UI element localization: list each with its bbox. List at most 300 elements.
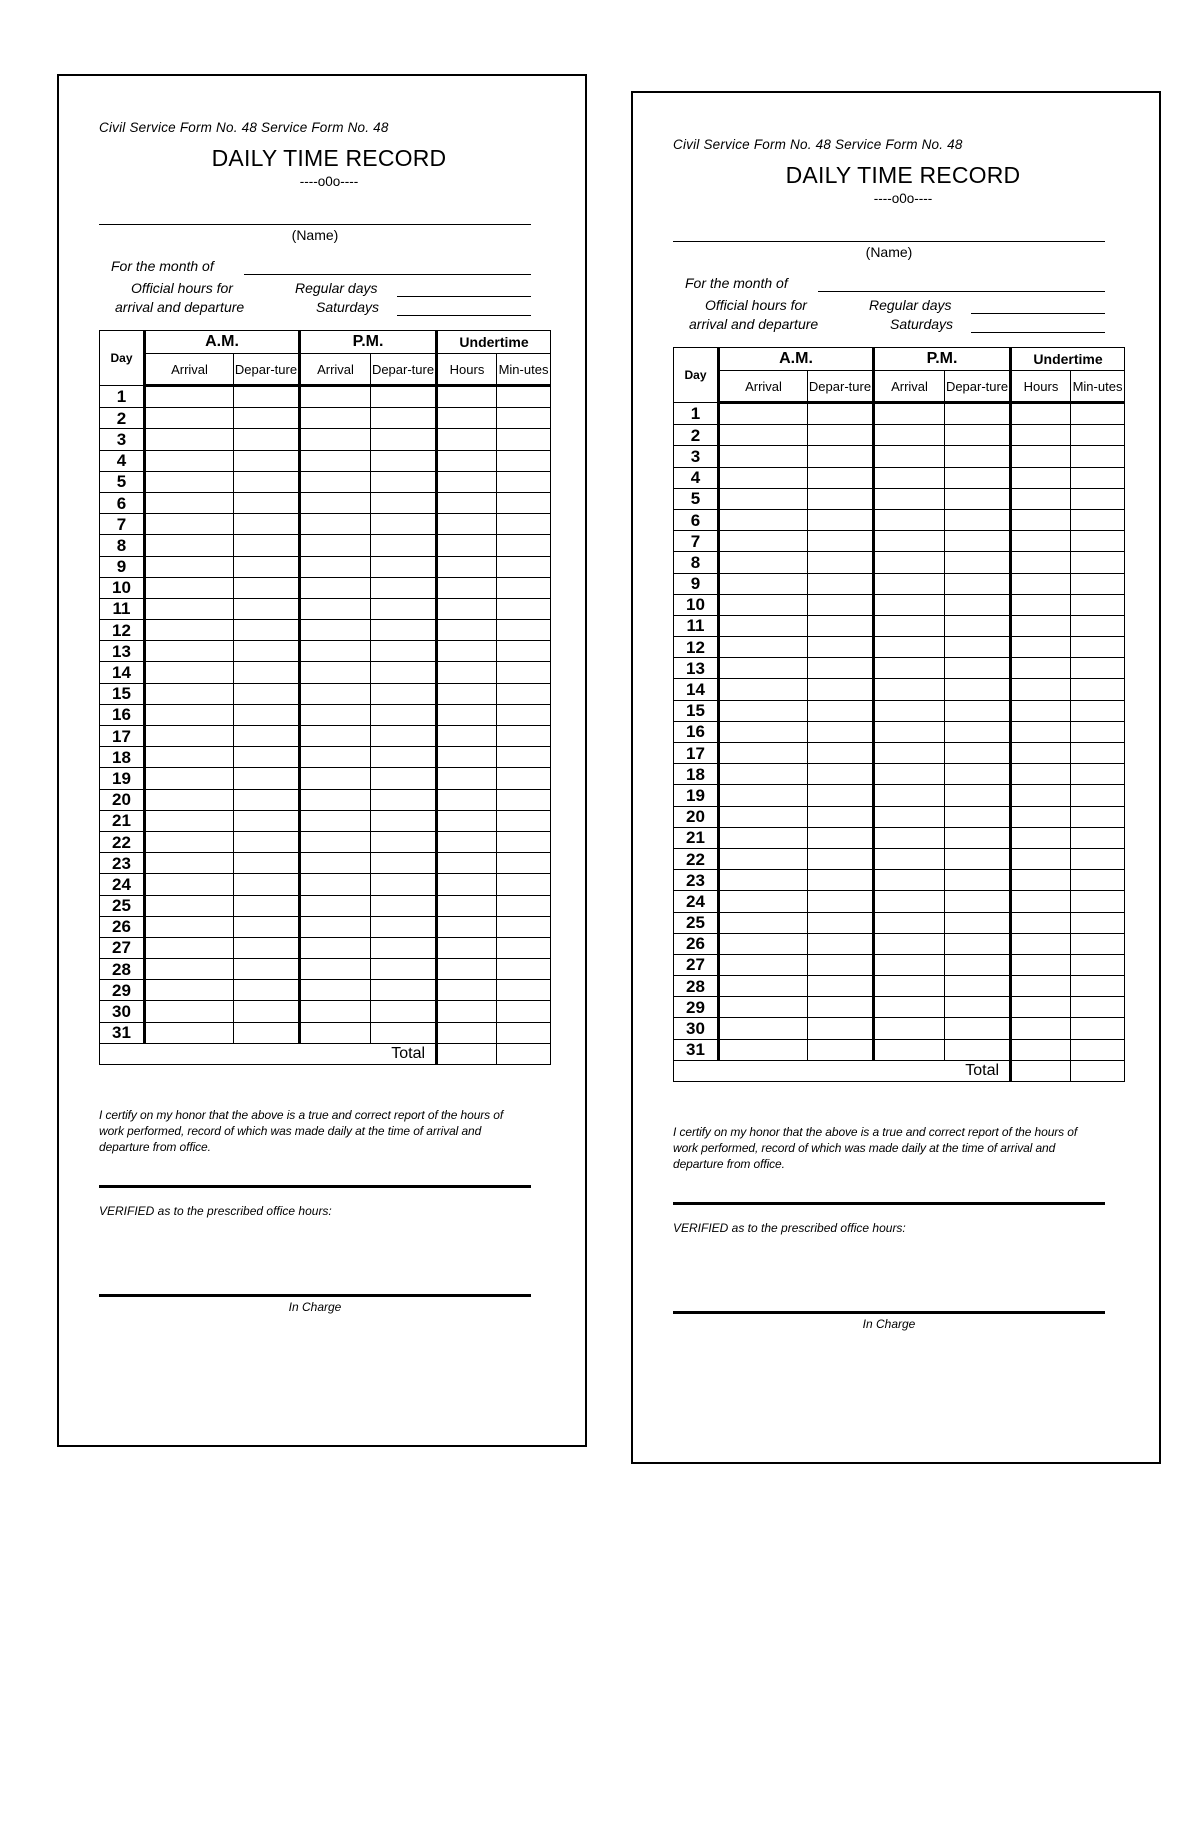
in-charge-signature-line[interactable] [99, 1294, 531, 1297]
undertime-minutes-cell[interactable] [1071, 933, 1125, 954]
am-departure-cell[interactable] [234, 492, 300, 513]
undertime-hours-cell[interactable] [437, 1001, 497, 1022]
undertime-hours-cell[interactable] [1011, 954, 1071, 975]
undertime-minutes-cell[interactable] [497, 789, 551, 810]
pm-arrival-cell[interactable] [300, 386, 371, 408]
undertime-hours-cell[interactable] [437, 853, 497, 874]
undertime-minutes-cell[interactable] [1071, 721, 1125, 742]
undertime-minutes-cell[interactable] [1071, 467, 1125, 488]
am-departure-cell[interactable] [234, 726, 300, 747]
am-departure-cell[interactable] [234, 853, 300, 874]
am-departure-cell[interactable] [808, 891, 874, 912]
am-departure-cell[interactable] [808, 743, 874, 764]
pm-departure-cell[interactable] [371, 980, 437, 1001]
undertime-minutes-cell[interactable] [497, 980, 551, 1001]
am-departure-cell[interactable] [808, 467, 874, 488]
pm-departure-cell[interactable] [371, 450, 437, 471]
undertime-hours-cell[interactable] [1011, 891, 1071, 912]
am-departure-cell[interactable] [808, 954, 874, 975]
undertime-hours-cell[interactable] [437, 831, 497, 852]
undertime-hours-cell[interactable] [437, 726, 497, 747]
pm-departure-cell[interactable] [945, 912, 1011, 933]
am-arrival-cell[interactable] [719, 785, 808, 806]
pm-departure-cell[interactable] [945, 933, 1011, 954]
am-arrival-cell[interactable] [145, 429, 234, 450]
am-departure-cell[interactable] [808, 785, 874, 806]
am-departure-cell[interactable] [808, 721, 874, 742]
total-minutes-cell[interactable] [497, 1043, 551, 1064]
undertime-minutes-cell[interactable] [497, 874, 551, 895]
am-arrival-cell[interactable] [719, 954, 808, 975]
pm-departure-cell[interactable] [945, 891, 1011, 912]
undertime-minutes-cell[interactable] [497, 386, 551, 408]
pm-arrival-cell[interactable] [874, 743, 945, 764]
pm-arrival-cell[interactable] [300, 874, 371, 895]
pm-arrival-cell[interactable] [300, 916, 371, 937]
undertime-hours-cell[interactable] [1011, 637, 1071, 658]
regular-days-field[interactable] [397, 296, 531, 297]
am-arrival-cell[interactable] [145, 937, 234, 958]
am-departure-cell[interactable] [234, 386, 300, 408]
undertime-minutes-cell[interactable] [1071, 870, 1125, 891]
am-departure-cell[interactable] [808, 700, 874, 721]
am-arrival-cell[interactable] [719, 891, 808, 912]
undertime-hours-cell[interactable] [437, 1022, 497, 1043]
undertime-minutes-cell[interactable] [1071, 531, 1125, 552]
am-departure-cell[interactable] [234, 874, 300, 895]
am-departure-cell[interactable] [808, 848, 874, 869]
pm-departure-cell[interactable] [371, 598, 437, 619]
pm-departure-cell[interactable] [371, 747, 437, 768]
am-departure-cell[interactable] [234, 577, 300, 598]
pm-departure-cell[interactable] [371, 726, 437, 747]
am-arrival-cell[interactable] [719, 594, 808, 615]
am-departure-cell[interactable] [234, 556, 300, 577]
undertime-minutes-cell[interactable] [497, 577, 551, 598]
am-arrival-cell[interactable] [145, 726, 234, 747]
pm-departure-cell[interactable] [371, 386, 437, 408]
pm-arrival-cell[interactable] [874, 658, 945, 679]
undertime-hours-cell[interactable] [1011, 806, 1071, 827]
pm-arrival-cell[interactable] [300, 1022, 371, 1043]
am-departure-cell[interactable] [808, 594, 874, 615]
in-charge-signature-line[interactable] [673, 1311, 1105, 1314]
saturdays-field[interactable] [397, 315, 531, 316]
pm-departure-cell[interactable] [945, 997, 1011, 1018]
am-arrival-cell[interactable] [719, 848, 808, 869]
am-departure-cell[interactable] [808, 615, 874, 636]
undertime-hours-cell[interactable] [1011, 997, 1071, 1018]
am-arrival-cell[interactable] [719, 806, 808, 827]
am-departure-cell[interactable] [808, 933, 874, 954]
undertime-minutes-cell[interactable] [497, 683, 551, 704]
pm-arrival-cell[interactable] [300, 514, 371, 535]
undertime-hours-cell[interactable] [437, 959, 497, 980]
undertime-minutes-cell[interactable] [497, 471, 551, 492]
am-arrival-cell[interactable] [145, 916, 234, 937]
am-departure-cell[interactable] [808, 764, 874, 785]
am-arrival-cell[interactable] [719, 637, 808, 658]
pm-departure-cell[interactable] [945, 403, 1011, 425]
pm-departure-cell[interactable] [945, 721, 1011, 742]
month-field[interactable] [244, 274, 531, 275]
pm-arrival-cell[interactable] [874, 721, 945, 742]
am-departure-cell[interactable] [234, 789, 300, 810]
am-arrival-cell[interactable] [145, 662, 234, 683]
undertime-hours-cell[interactable] [1011, 827, 1071, 848]
pm-departure-cell[interactable] [371, 831, 437, 852]
pm-departure-cell[interactable] [371, 937, 437, 958]
undertime-hours-cell[interactable] [1011, 658, 1071, 679]
am-departure-cell[interactable] [808, 679, 874, 700]
total-hours-cell[interactable] [1011, 1060, 1071, 1081]
am-departure-cell[interactable] [234, 895, 300, 916]
pm-departure-cell[interactable] [945, 637, 1011, 658]
regular-days-field[interactable] [971, 313, 1105, 314]
am-arrival-cell[interactable] [145, 598, 234, 619]
undertime-hours-cell[interactable] [437, 577, 497, 598]
am-arrival-cell[interactable] [719, 827, 808, 848]
am-arrival-cell[interactable] [719, 933, 808, 954]
am-departure-cell[interactable] [234, 980, 300, 1001]
pm-arrival-cell[interactable] [874, 573, 945, 594]
undertime-minutes-cell[interactable] [1071, 848, 1125, 869]
undertime-minutes-cell[interactable] [497, 831, 551, 852]
pm-departure-cell[interactable] [945, 552, 1011, 573]
pm-departure-cell[interactable] [371, 1001, 437, 1022]
undertime-minutes-cell[interactable] [497, 535, 551, 556]
undertime-hours-cell[interactable] [1011, 403, 1071, 425]
pm-arrival-cell[interactable] [874, 827, 945, 848]
undertime-hours-cell[interactable] [437, 810, 497, 831]
am-arrival-cell[interactable] [719, 509, 808, 530]
undertime-minutes-cell[interactable] [497, 726, 551, 747]
undertime-hours-cell[interactable] [437, 556, 497, 577]
pm-arrival-cell[interactable] [300, 492, 371, 513]
am-departure-cell[interactable] [234, 471, 300, 492]
undertime-minutes-cell[interactable] [1071, 403, 1125, 425]
pm-departure-cell[interactable] [945, 785, 1011, 806]
pm-arrival-cell[interactable] [300, 408, 371, 429]
am-departure-cell[interactable] [234, 768, 300, 789]
undertime-minutes-cell[interactable] [1071, 806, 1125, 827]
am-arrival-cell[interactable] [145, 1001, 234, 1022]
am-departure-cell[interactable] [234, 450, 300, 471]
pm-arrival-cell[interactable] [300, 895, 371, 916]
pm-arrival-cell[interactable] [300, 959, 371, 980]
pm-arrival-cell[interactable] [874, 764, 945, 785]
am-arrival-cell[interactable] [145, 620, 234, 641]
undertime-minutes-cell[interactable] [497, 810, 551, 831]
undertime-hours-cell[interactable] [1011, 870, 1071, 891]
am-departure-cell[interactable] [808, 1018, 874, 1039]
am-arrival-cell[interactable] [719, 743, 808, 764]
am-departure-cell[interactable] [234, 1001, 300, 1022]
am-departure-cell[interactable] [234, 662, 300, 683]
am-arrival-cell[interactable] [145, 1022, 234, 1043]
undertime-minutes-cell[interactable] [497, 704, 551, 725]
undertime-hours-cell[interactable] [1011, 976, 1071, 997]
am-arrival-cell[interactable] [145, 386, 234, 408]
pm-arrival-cell[interactable] [300, 641, 371, 662]
undertime-hours-cell[interactable] [1011, 531, 1071, 552]
am-arrival-cell[interactable] [719, 467, 808, 488]
am-arrival-cell[interactable] [719, 976, 808, 997]
undertime-hours-cell[interactable] [1011, 425, 1071, 446]
pm-arrival-cell[interactable] [874, 679, 945, 700]
undertime-minutes-cell[interactable] [497, 556, 551, 577]
am-arrival-cell[interactable] [145, 556, 234, 577]
undertime-hours-cell[interactable] [1011, 446, 1071, 467]
pm-departure-cell[interactable] [371, 853, 437, 874]
pm-departure-cell[interactable] [371, 959, 437, 980]
am-arrival-cell[interactable] [719, 1018, 808, 1039]
undertime-minutes-cell[interactable] [1071, 594, 1125, 615]
am-arrival-cell[interactable] [719, 700, 808, 721]
undertime-minutes-cell[interactable] [1071, 976, 1125, 997]
undertime-minutes-cell[interactable] [497, 598, 551, 619]
total-hours-cell[interactable] [437, 1043, 497, 1064]
undertime-hours-cell[interactable] [437, 895, 497, 916]
pm-arrival-cell[interactable] [300, 450, 371, 471]
undertime-minutes-cell[interactable] [497, 916, 551, 937]
pm-departure-cell[interactable] [371, 810, 437, 831]
undertime-minutes-cell[interactable] [1071, 954, 1125, 975]
undertime-hours-cell[interactable] [437, 386, 497, 408]
undertime-hours-cell[interactable] [437, 704, 497, 725]
undertime-hours-cell[interactable] [437, 514, 497, 535]
am-departure-cell[interactable] [234, 831, 300, 852]
pm-arrival-cell[interactable] [300, 535, 371, 556]
employee-signature-line[interactable] [99, 1185, 531, 1188]
pm-arrival-cell[interactable] [874, 912, 945, 933]
undertime-hours-cell[interactable] [437, 429, 497, 450]
pm-departure-cell[interactable] [945, 425, 1011, 446]
undertime-hours-cell[interactable] [1011, 573, 1071, 594]
pm-arrival-cell[interactable] [874, 870, 945, 891]
undertime-hours-cell[interactable] [437, 980, 497, 1001]
undertime-minutes-cell[interactable] [1071, 425, 1125, 446]
am-arrival-cell[interactable] [719, 425, 808, 446]
am-arrival-cell[interactable] [145, 535, 234, 556]
pm-arrival-cell[interactable] [300, 831, 371, 852]
pm-departure-cell[interactable] [945, 531, 1011, 552]
undertime-hours-cell[interactable] [437, 916, 497, 937]
pm-departure-cell[interactable] [945, 976, 1011, 997]
am-arrival-cell[interactable] [145, 704, 234, 725]
undertime-minutes-cell[interactable] [497, 408, 551, 429]
pm-arrival-cell[interactable] [300, 853, 371, 874]
undertime-minutes-cell[interactable] [497, 747, 551, 768]
am-departure-cell[interactable] [234, 514, 300, 535]
pm-arrival-cell[interactable] [300, 429, 371, 450]
pm-departure-cell[interactable] [371, 556, 437, 577]
undertime-minutes-cell[interactable] [1071, 997, 1125, 1018]
saturdays-field[interactable] [971, 332, 1105, 333]
pm-arrival-cell[interactable] [300, 598, 371, 619]
pm-arrival-cell[interactable] [300, 1001, 371, 1022]
pm-departure-cell[interactable] [945, 573, 1011, 594]
undertime-hours-cell[interactable] [1011, 912, 1071, 933]
pm-arrival-cell[interactable] [874, 806, 945, 827]
pm-departure-cell[interactable] [371, 429, 437, 450]
undertime-minutes-cell[interactable] [1071, 1018, 1125, 1039]
pm-departure-cell[interactable] [945, 848, 1011, 869]
employee-signature-line[interactable] [673, 1202, 1105, 1205]
undertime-hours-cell[interactable] [1011, 1018, 1071, 1039]
am-arrival-cell[interactable] [145, 810, 234, 831]
undertime-minutes-cell[interactable] [1071, 827, 1125, 848]
pm-arrival-cell[interactable] [874, 954, 945, 975]
name-field[interactable] [99, 223, 531, 225]
am-arrival-cell[interactable] [719, 446, 808, 467]
pm-arrival-cell[interactable] [300, 810, 371, 831]
pm-arrival-cell[interactable] [874, 891, 945, 912]
pm-arrival-cell[interactable] [300, 704, 371, 725]
pm-departure-cell[interactable] [945, 700, 1011, 721]
undertime-minutes-cell[interactable] [497, 959, 551, 980]
pm-arrival-cell[interactable] [874, 425, 945, 446]
am-departure-cell[interactable] [808, 403, 874, 425]
undertime-hours-cell[interactable] [1011, 743, 1071, 764]
pm-departure-cell[interactable] [945, 827, 1011, 848]
total-minutes-cell[interactable] [1071, 1060, 1125, 1081]
undertime-minutes-cell[interactable] [497, 1001, 551, 1022]
undertime-minutes-cell[interactable] [497, 1022, 551, 1043]
undertime-hours-cell[interactable] [1011, 848, 1071, 869]
undertime-minutes-cell[interactable] [1071, 1039, 1125, 1060]
pm-departure-cell[interactable] [371, 492, 437, 513]
undertime-minutes-cell[interactable] [1071, 891, 1125, 912]
pm-departure-cell[interactable] [945, 594, 1011, 615]
am-arrival-cell[interactable] [719, 615, 808, 636]
am-arrival-cell[interactable] [719, 721, 808, 742]
pm-departure-cell[interactable] [371, 789, 437, 810]
am-departure-cell[interactable] [234, 535, 300, 556]
pm-arrival-cell[interactable] [874, 446, 945, 467]
am-arrival-cell[interactable] [145, 492, 234, 513]
pm-arrival-cell[interactable] [300, 747, 371, 768]
undertime-minutes-cell[interactable] [497, 429, 551, 450]
undertime-minutes-cell[interactable] [1071, 658, 1125, 679]
undertime-minutes-cell[interactable] [1071, 446, 1125, 467]
undertime-hours-cell[interactable] [1011, 552, 1071, 573]
am-arrival-cell[interactable] [719, 1039, 808, 1060]
am-arrival-cell[interactable] [145, 768, 234, 789]
undertime-minutes-cell[interactable] [497, 450, 551, 471]
pm-arrival-cell[interactable] [874, 509, 945, 530]
am-arrival-cell[interactable] [145, 514, 234, 535]
pm-departure-cell[interactable] [945, 806, 1011, 827]
pm-departure-cell[interactable] [945, 764, 1011, 785]
pm-arrival-cell[interactable] [874, 848, 945, 869]
undertime-hours-cell[interactable] [1011, 467, 1071, 488]
am-departure-cell[interactable] [808, 637, 874, 658]
am-departure-cell[interactable] [808, 552, 874, 573]
am-arrival-cell[interactable] [145, 641, 234, 662]
am-arrival-cell[interactable] [719, 531, 808, 552]
am-departure-cell[interactable] [808, 488, 874, 509]
am-arrival-cell[interactable] [145, 874, 234, 895]
undertime-hours-cell[interactable] [437, 408, 497, 429]
undertime-hours-cell[interactable] [437, 768, 497, 789]
undertime-minutes-cell[interactable] [1071, 615, 1125, 636]
undertime-hours-cell[interactable] [1011, 700, 1071, 721]
am-departure-cell[interactable] [234, 810, 300, 831]
am-departure-cell[interactable] [234, 747, 300, 768]
pm-departure-cell[interactable] [371, 895, 437, 916]
undertime-hours-cell[interactable] [437, 937, 497, 958]
am-departure-cell[interactable] [808, 806, 874, 827]
undertime-hours-cell[interactable] [1011, 509, 1071, 530]
pm-departure-cell[interactable] [371, 704, 437, 725]
pm-arrival-cell[interactable] [874, 933, 945, 954]
pm-arrival-cell[interactable] [300, 726, 371, 747]
am-departure-cell[interactable] [808, 1039, 874, 1060]
pm-arrival-cell[interactable] [300, 556, 371, 577]
am-arrival-cell[interactable] [145, 471, 234, 492]
undertime-hours-cell[interactable] [1011, 933, 1071, 954]
am-arrival-cell[interactable] [145, 980, 234, 1001]
pm-arrival-cell[interactable] [874, 488, 945, 509]
pm-arrival-cell[interactable] [874, 552, 945, 573]
undertime-hours-cell[interactable] [437, 492, 497, 513]
undertime-minutes-cell[interactable] [497, 895, 551, 916]
pm-arrival-cell[interactable] [300, 577, 371, 598]
am-departure-cell[interactable] [808, 997, 874, 1018]
am-departure-cell[interactable] [808, 531, 874, 552]
pm-arrival-cell[interactable] [300, 471, 371, 492]
am-arrival-cell[interactable] [145, 853, 234, 874]
pm-departure-cell[interactable] [945, 679, 1011, 700]
am-arrival-cell[interactable] [719, 573, 808, 594]
undertime-hours-cell[interactable] [437, 598, 497, 619]
undertime-hours-cell[interactable] [1011, 615, 1071, 636]
am-departure-cell[interactable] [808, 658, 874, 679]
am-departure-cell[interactable] [234, 620, 300, 641]
undertime-minutes-cell[interactable] [1071, 488, 1125, 509]
undertime-hours-cell[interactable] [437, 450, 497, 471]
pm-departure-cell[interactable] [371, 535, 437, 556]
undertime-hours-cell[interactable] [437, 641, 497, 662]
pm-departure-cell[interactable] [371, 514, 437, 535]
undertime-hours-cell[interactable] [437, 535, 497, 556]
undertime-minutes-cell[interactable] [497, 492, 551, 513]
pm-arrival-cell[interactable] [300, 980, 371, 1001]
pm-departure-cell[interactable] [371, 683, 437, 704]
undertime-hours-cell[interactable] [437, 471, 497, 492]
undertime-hours-cell[interactable] [1011, 721, 1071, 742]
am-arrival-cell[interactable] [719, 764, 808, 785]
undertime-hours-cell[interactable] [1011, 785, 1071, 806]
am-arrival-cell[interactable] [145, 450, 234, 471]
am-departure-cell[interactable] [234, 704, 300, 725]
pm-arrival-cell[interactable] [874, 700, 945, 721]
am-arrival-cell[interactable] [145, 895, 234, 916]
pm-departure-cell[interactable] [371, 471, 437, 492]
undertime-minutes-cell[interactable] [497, 620, 551, 641]
undertime-minutes-cell[interactable] [1071, 573, 1125, 594]
pm-arrival-cell[interactable] [874, 1039, 945, 1060]
am-departure-cell[interactable] [234, 598, 300, 619]
month-field[interactable] [818, 291, 1105, 292]
undertime-minutes-cell[interactable] [1071, 743, 1125, 764]
am-departure-cell[interactable] [808, 976, 874, 997]
undertime-hours-cell[interactable] [1011, 764, 1071, 785]
undertime-minutes-cell[interactable] [497, 662, 551, 683]
pm-departure-cell[interactable] [371, 408, 437, 429]
pm-arrival-cell[interactable] [874, 615, 945, 636]
